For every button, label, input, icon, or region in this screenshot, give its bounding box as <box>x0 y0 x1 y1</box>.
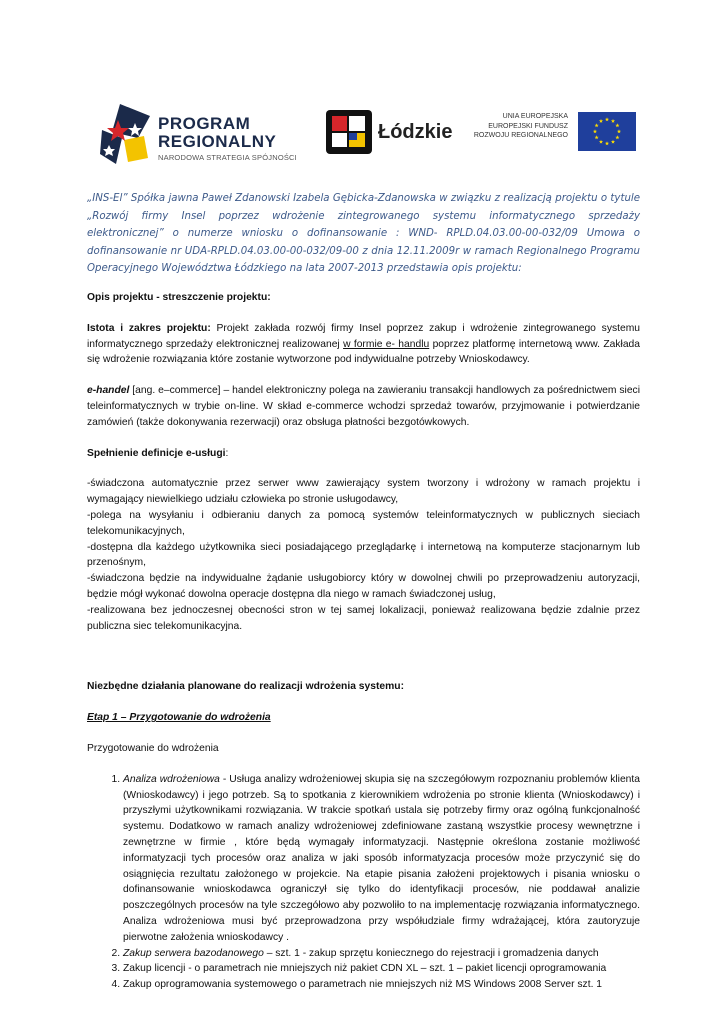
scope-label: Istota i zakres projektu: <box>87 322 211 334</box>
scope-paragraph <box>87 321 640 368</box>
stage1-subheading: Przygotowanie do wdrożenia <box>87 742 219 754</box>
step-title: Analiza wdrożeniowa <box>123 773 220 785</box>
actions-heading: Niezbędne działania planowane do realizacji wdrożenia systemu: <box>87 681 405 693</box>
definition-heading <box>87 446 640 462</box>
definition-heading-colon: : <box>225 447 229 459</box>
summary-heading: Opis projektu - streszczenie projektu: <box>87 292 271 303</box>
ehandel-paragraph <box>87 383 640 430</box>
eu-fund-logo <box>466 110 636 155</box>
definition-item: -polega na wysyłaniu i odbieraniu danych za pomocą systemów teleinformatycznych w publicznych sieciach telekomunikacyjnych, <box>87 509 640 537</box>
scope-text-end: poprzez platformę internetową www. Zakłada się wdrożenie rozwiązania które zostanie wytworzone pod indywidualne potrzeby Wnioskodawcy. <box>87 338 640 366</box>
star-emblem-icon <box>98 102 154 166</box>
nss-text: NARODOWA STRATEGIA SPÓJNOŚCI <box>158 153 297 162</box>
step-text: Zakup licencji - o parametrach nie mniejszych niż pakiet CDN XL – szt. 1 – pakiet licencji oprogramowania <box>123 963 607 975</box>
lodzkie-emblem-icon <box>326 110 372 154</box>
eu-flag-icon <box>578 112 636 151</box>
lodzkie-text: Łódzkie <box>378 121 453 143</box>
definition-item: -dostępna dla każdego użytkownika sieci posiadającego przeglądarkę i internetową na komputerze stacjonarnym lub przenośnym, <box>87 541 640 569</box>
eu-fund-text <box>474 112 568 141</box>
document-body <box>87 290 640 993</box>
step-item <box>123 961 640 977</box>
ehandel-text: [ang. e–commerce] – handel elektroniczny polega na zawieraniu transakcji handlowych za pośrednictwem sieci teleinformatycznych w trybie on-line. W skład e-commerce wchodzi sprzedaż towarów, przyjmowanie i potwierdzanie zamówień (także dokonywania rezerwacji) oraz obsługa płatności bezgotówkowych. <box>87 385 640 428</box>
step-text: - Usługa analizy wdrożeniowej skupia się na szczegółowym rozpoznaniu problemów klienta (Wnioskodawcy) i jego potrzeb. Są to spotkania z kierownikiem wdrożenia po stronie klienta (Wnioskodawcy) i przyszłymi użytkownikami rozwiązania. W trakcie spotkań ustala się potrzeby firmy oraz ogólną funkcjonalność systemu. Dodatkowo w ramach analizy wdrożeniowej zdefiniowane zastaną wszystkie procesy wewnętrzne i zewnętrzne w firmie , które będą wymagały informatyzacji. Następnie określona zostanie możliwość informatyzacji tych procesów oraz analiza w jaki sposób informatyzacja procesów może przyczynić się do osiągnięcia rezultatu założonego w projekcie. Na etapie pisania założeni projektowych i pisania wniosku o dofinansowanie wnioskodawca ograniczył się tylko do identyfikacji procesów, nie poddawał analizie poszczególnych procesów na tyle szczegółowo aby pozwoliło to na implementację rozwiązania informatycznego. Analiza wdrożeniowa musi być przeprowadzona przy współudziale firmy wdrażającej, która zautoryzuje pierwotne założenia wnioskodawcy . <box>123 773 640 943</box>
program-regionalny-logo <box>98 102 308 168</box>
step-title: Zakup serwera bazodanowego <box>123 947 264 959</box>
scope-underlined: w formie e- handlu <box>343 338 430 350</box>
eu-text-line: ROZWOJU REGIONALNEGO <box>473 132 568 139</box>
step-text: Zakup oprogramowania systemowego o parametrach nie mniejszych niż MS Windows 2008 Server szt. 1 <box>123 979 603 991</box>
step-item <box>123 772 640 946</box>
steps-list <box>87 772 640 993</box>
definition-item: -świadczona automatycznie przez serwer www zawierający system tworzony i wdrożony w ramach projektu i wymagający niewielkiego udziału człowieka po stronie usługodawcy, <box>87 478 640 506</box>
definition-heading-text: Spełnienie definicje e-usługi <box>87 447 226 459</box>
step-text: – szt. 1 - zakup sprzętu koniecznego do rejestracji i gromadzenia danych <box>263 947 599 959</box>
project-intro: „INS-El” Spółka jawna Paweł Zdanowski Izabela Gębicka-Zdanowska w związku z realizacją projektu o tytule „Rozwój firmy Insel poprzez wdrożenie zintegrowanego systemu informatycznego sprzedaży elektronicznej” o numerze wniosku o dofinansowanie : WND- RPLD.04.03.00-00-032/09 Umowa o dofinansowanie nr UDA-RPLD.04.03.00-00-032/09-00 z dnia 12.11.2009r w ramach Regionalnego Programu Operacyjnego Województwa Łódzkiego na lata 2007-2013 przedstawia opis projektu: <box>87 193 640 275</box>
eu-text-line: EUROPEJSKI FUNDUSZ <box>488 122 568 130</box>
step-item <box>123 977 640 993</box>
stage1-heading: Etap 1 – Przygotowanie do wdrożenia <box>87 712 271 724</box>
logo-bar <box>98 100 638 170</box>
scope-text: Projekt zakłada rozwój firmy Insel poprzez zakup i wdrożenie zintegrowanego systemu informatycznego sprzedaży elektronicznej realizowanej <box>87 322 641 350</box>
lodzkie-logo <box>326 110 453 160</box>
eu-text-line: UNIA EUROPEJSKA <box>502 113 568 120</box>
step-item <box>123 946 640 962</box>
program-text: PROGRAM <box>158 114 251 133</box>
ehandel-label: e-handel <box>87 385 130 397</box>
definition-item: -świadczona będzie na indywidualne żądanie usługobiorcy który w dowolnej chwili po przeprowadzeniu autoryzacji, będzie mógł wykonać dowolna operacje dostępna dla niego w ramach świadczonej usług, <box>87 573 640 600</box>
regionalny-text: REGIONALNY <box>158 132 277 151</box>
definition-item: -realizowana bez jednoczesnej obecności stron w tej samej lokalizacji, ponieważ realizowana będzie zdalnie przez publiczna siec telekomunikacyjna. <box>87 604 640 632</box>
